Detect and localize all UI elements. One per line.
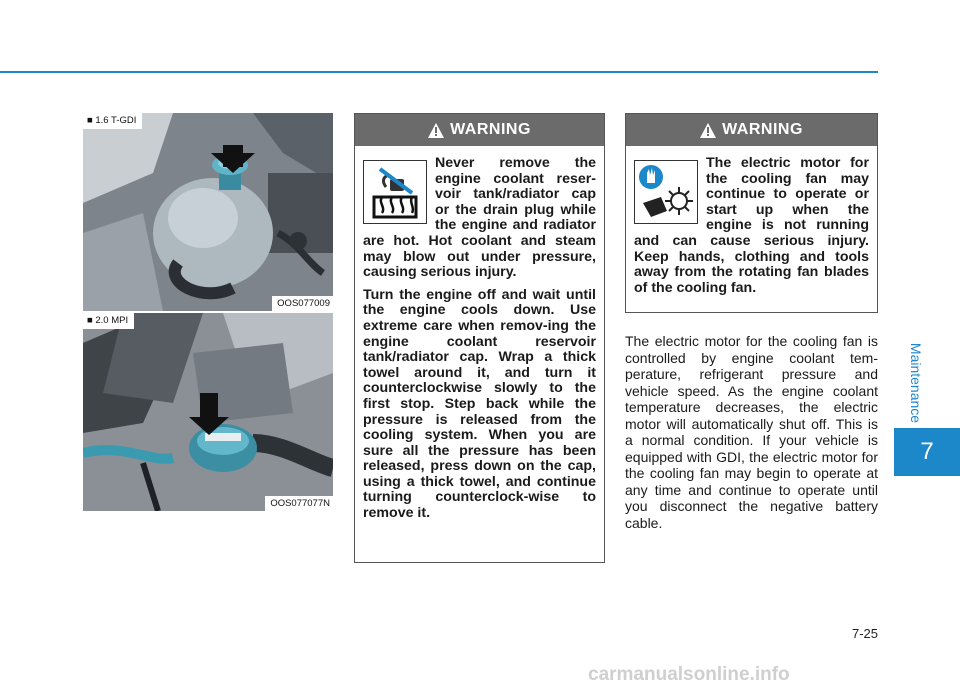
figure-code: OOS077077N xyxy=(265,496,333,511)
chapter-tab: 7 xyxy=(894,428,960,476)
warning-triangle-icon xyxy=(428,123,444,138)
engine-photo-1-6-tgdi xyxy=(83,113,333,311)
warning-triangle-icon xyxy=(700,123,716,138)
figure-label: ■ 1.6 T-GDI xyxy=(83,113,142,129)
cooling-fan-description: The electric motor for the cooling fan is controlled by engine coolant tem-perature, refrigerant pressure and vehicle speed. As the engine coolant temperature decreases, the electric motor will automatically shut off. This is a normal condition. If your vehicle is equipped with GDI, the electric motor for the cooling fan may begin to operate at any time and continue to operate until you disconnect the negative battery cable. xyxy=(625,333,878,531)
warning-header xyxy=(355,114,604,146)
cooling-fan-hazard-icon xyxy=(634,160,698,224)
warning-title: WARNING xyxy=(450,121,531,138)
watermark: carmanualsonline.info xyxy=(588,664,790,685)
chapter-side-label xyxy=(899,338,933,428)
top-rule xyxy=(0,71,878,73)
warning-paragraph: The electric motor for the cooling fan may continue to operate or start up when the engine is not running and can cause serious injury. Keep hands, clothing and tools away from the rotating fan blades of the cooling fan. xyxy=(634,155,869,296)
warning-paragraph: Turn the engine off and wait until the engine cools down. Use extreme care when remov-ing the engine coolant reservoir tank/radiator cap. Wrap a thick towel around it, and turn it counterclockwise slowly to the first stop. Step back while the pressure is released from the cooling system. When you are sure all the pressure has been released, press down on the cap, using a thick towel, and continue turning counterclock-wise to remove it. xyxy=(363,286,596,522)
coolant-warning-box xyxy=(354,113,605,563)
chapter-title: Maintenance xyxy=(908,342,924,424)
warning-header xyxy=(626,114,877,146)
engine-illustration xyxy=(83,313,333,511)
figure-code: OOS077009 xyxy=(272,296,333,311)
hot-coolant-icon xyxy=(363,160,427,224)
warning-paragraph: Never remove the engine coolant reser-voir tank/radiator cap or the drain plug while the engine and radiator are hot. Hot coolant and steam may blow out under pressure, causing serious injury. xyxy=(363,155,596,281)
cooling-fan-warning-box xyxy=(625,113,878,313)
page-number: 7-25 xyxy=(851,626,878,641)
warning-title: WARNING xyxy=(722,121,803,138)
engine-illustration xyxy=(83,113,333,311)
figure-label: ■ 2.0 MPI xyxy=(83,313,134,329)
engine-photo-2-0-mpi xyxy=(83,313,333,511)
